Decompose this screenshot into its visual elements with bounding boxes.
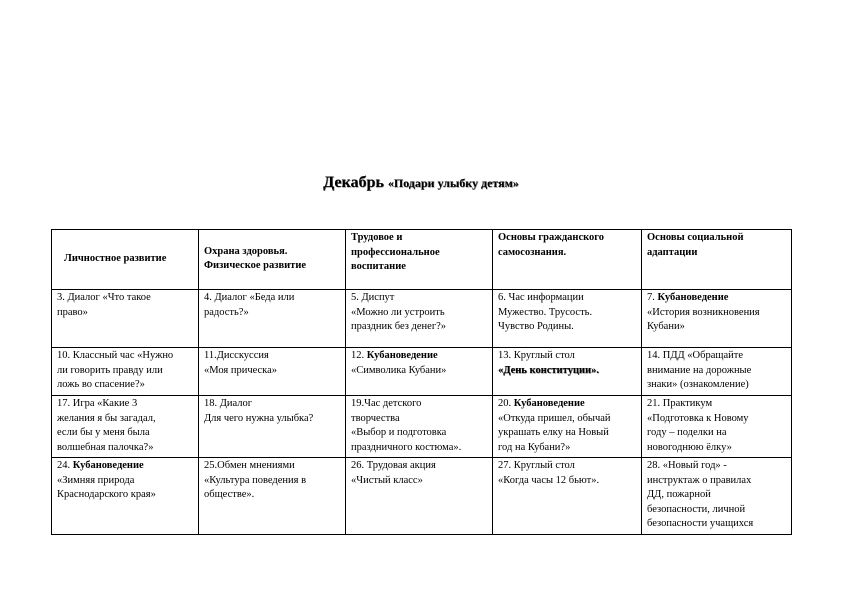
cell-line: 3. Диалог «Что такое [57, 292, 151, 303]
cell-line: Краснодарского края» [57, 489, 156, 500]
plan-table [51, 229, 792, 535]
table-row [52, 458, 792, 535]
cell-heading: 20. Кубановедение [498, 398, 585, 409]
table-cell [52, 396, 199, 458]
cell-line: «Чистый класс» [351, 474, 423, 486]
cell-line: «Зимняя природа [57, 474, 135, 486]
cell-line: 26. Трудовая акция [351, 460, 436, 471]
cell-line: «День конституции». [498, 364, 599, 376]
table-cell [52, 290, 199, 348]
cell-line: 10. Классный час «Нужно [57, 350, 174, 361]
cell-line: 4. Диалог «Беда или [204, 292, 295, 303]
header-cell: Личностное развитие [52, 230, 199, 290]
cell-line: 13. Круглый стол [498, 350, 575, 361]
table-cell [642, 290, 792, 348]
cell-heading: 24. Кубановедение [57, 460, 144, 471]
cell-line: «Моя прическа» [204, 364, 278, 376]
cell-line: 6. Час информации [498, 292, 584, 303]
cell-line: 19.Час детского [351, 398, 422, 409]
cell-line: Кубани» [647, 321, 685, 332]
table-cell [493, 458, 642, 535]
page-title [0, 174, 842, 192]
cell-line: праздничного костюма». [351, 441, 462, 453]
cell-line: «Можно ли устроить [351, 306, 445, 318]
cell-line: «Подготовка к Новому [647, 412, 749, 424]
table-cell [493, 348, 642, 396]
table-row [52, 396, 792, 458]
table-cell [199, 348, 346, 396]
cell-line: безопасности учащихся [647, 518, 754, 529]
cell-line: внимание на дорожные [647, 364, 752, 376]
cell-line: праздник без денег?» [351, 321, 447, 332]
header-cell: Основы гражданского самосознания. [493, 230, 642, 290]
cell-line: знаки» (ознакомление) [647, 379, 749, 390]
cell-line: инструктаж о правилах [647, 474, 752, 486]
title-theme: «Подари улыбку детям» [387, 176, 519, 190]
cell-line: «Выбор и подготовка [351, 427, 447, 438]
cell-line: обществе». [204, 489, 255, 500]
cell-line: 28. «Новый год» - [647, 460, 727, 471]
table-cell [52, 458, 199, 535]
cell-line: 27. Круглый стол [498, 460, 575, 471]
cell-line: радость?» [204, 306, 249, 318]
table-row [52, 348, 792, 396]
table-cell [346, 396, 493, 458]
cell-line: творчества [351, 412, 400, 424]
table-cell [493, 290, 642, 348]
table-cell [493, 396, 642, 458]
cell-line: волшебная палочка?» [57, 441, 154, 453]
cell-line: «Когда часы 12 бьют». [498, 474, 600, 486]
cell-line: Чувство Родины. [498, 321, 574, 332]
cell-line: 14. ПДД «Обращайте [647, 350, 743, 361]
table-cell [199, 396, 346, 458]
table-cell [346, 348, 493, 396]
cell-line: новогоднюю ёлку» [647, 441, 732, 453]
cell-heading: 7. Кубановедение [647, 292, 729, 303]
cell-line: 21. Практикум [647, 398, 713, 409]
table-header-row [52, 230, 792, 290]
cell-line: 5. Диспут [351, 292, 395, 303]
table-row [52, 290, 792, 348]
cell-line: ли говорить правду или [57, 364, 163, 376]
cell-line: желания я бы загадал, [57, 412, 156, 424]
cell-heading: 12. Кубановедение [351, 350, 438, 361]
cell-line: «Откуда пришел, обычай [498, 412, 611, 424]
cell-line: 11.Дисскуссия [204, 350, 269, 361]
cell-line: ДД, пожарной [647, 489, 711, 500]
table-cell [52, 348, 199, 396]
header-cell: Трудовое и профессиональное воспитание [346, 230, 493, 290]
cell-line: Мужество. Трусость. [498, 306, 593, 318]
table-cell [642, 348, 792, 396]
cell-line: ложь во спасение?» [57, 379, 145, 390]
cell-line: 17. Игра «Какие 3 [57, 398, 138, 409]
table-cell [346, 458, 493, 535]
table-body [52, 290, 792, 535]
cell-line: Для чего нужна улыбка? [204, 412, 314, 424]
cell-line: украшать елку на Новый [498, 427, 609, 438]
cell-line: «История возникновения [647, 306, 760, 318]
cell-line: «Культура поведения в [204, 474, 307, 486]
cell-line: право» [57, 306, 88, 318]
table-cell [199, 458, 346, 535]
cell-line: «Символика Кубани» [351, 364, 447, 376]
cell-line: 25.Обмен мнениями [204, 460, 295, 471]
table-cell [346, 290, 493, 348]
cell-line: если бы у меня была [57, 427, 150, 438]
cell-line: 18. Диалог [204, 398, 253, 409]
cell-line: безопасности, личной [647, 503, 746, 515]
cell-line: год на Кубани?» [498, 441, 571, 453]
title-month: Декабрь [323, 174, 384, 191]
cell-line: году – поделки на [647, 427, 727, 438]
header-cell: Основы социальной адаптации [642, 230, 792, 290]
table-cell [642, 458, 792, 535]
header-cell: Охрана здоровья. Физическое развитие [199, 230, 346, 290]
table-cell [199, 290, 346, 348]
table-cell [642, 396, 792, 458]
